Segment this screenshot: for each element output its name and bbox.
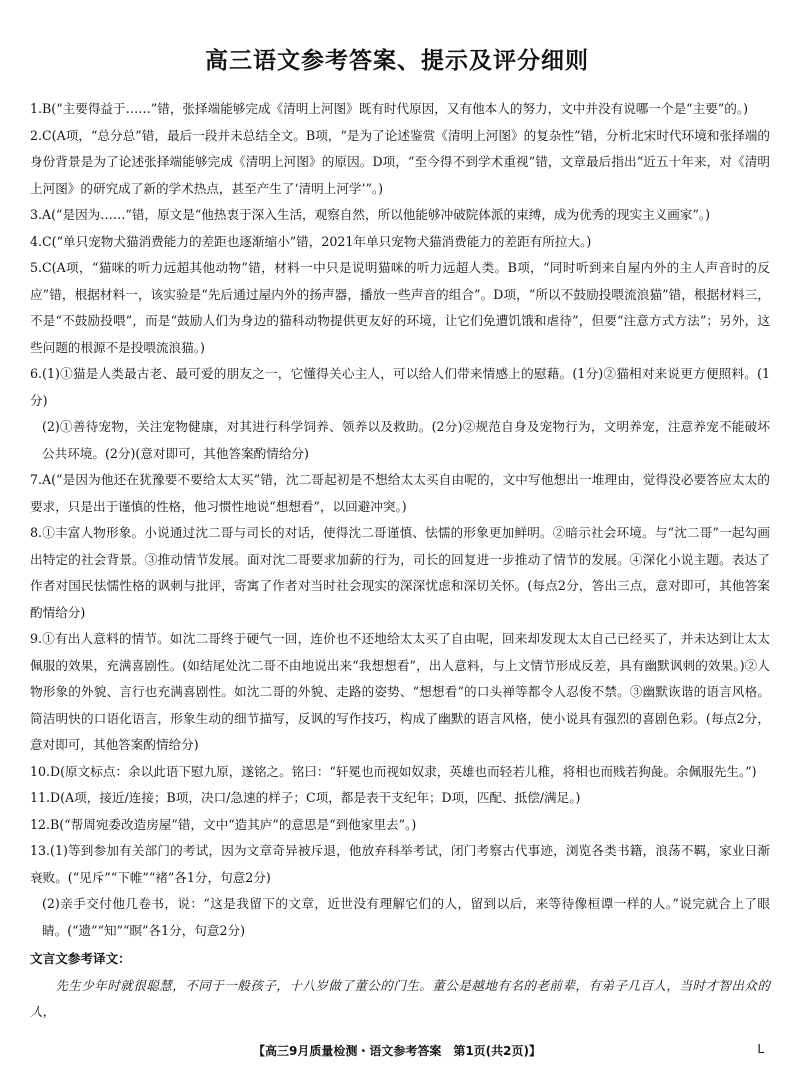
answer-text: B(“主要得益于……”错，张择端能够完成《清明上河图》既有时代原因，又有他本人的努力，文中并没有说哪一个是“主要”的。): [42, 101, 749, 116]
answer-text: A(“是因为他还在犹豫要不要给太太买”错，沈二哥起初是不想给太太买自由呢的，文中写他想出一堆理由，觉得没必要答应太太的要求，只是出于谨慎的性格，他习惯性地说“想想看”，以回避冲突。): [30, 472, 770, 514]
answer-item-13: [30, 838, 770, 944]
answer-number: 10.: [30, 763, 51, 779]
answer-item: [30, 202, 770, 229]
footer-mark: L: [757, 1042, 764, 1056]
answer-number: 8.: [30, 525, 43, 540]
answer-number: 1.: [30, 101, 43, 116]
answer-item: [30, 520, 770, 626]
answer-text: B(“帮周宛委改造房屋”错，文中“造其庐”的意思是“到他家里去”。): [50, 816, 417, 832]
page-title: 高三语文参考答案、提示及评分细则: [205, 48, 589, 74]
answer-item: [30, 229, 770, 256]
answer-text: ①丰富人物形象。小说通过沈二哥与司长的对话，使得沈二哥谨慎、怯懦的形象更加鲜明。②暗示社会环境。与“沈二哥”一起勾画出特定的社会背景。③推动情节发展。面对沈二哥要求加薪的行为，司长的回复进一步推动了情节的发展。④深化小说主题。表达了作者对国民怯懦性格的讽刺与批评，寄寓了作者对当时社会现实的深深忧虑和深切关怀。(每点2分，答出三点，意对即可，其他答案酌情给分): [30, 525, 770, 620]
answer-item: [30, 812, 770, 839]
answer-number: 6.: [30, 366, 43, 381]
answer-13-part2: (2)亲手交付他几卷书，说：“这是我留下的文章，近世没有理解它们的人，留到以后，来等待像桓谭一样的人。”说完就合上了眼睛。(“遗”“知”“瞑”各1分，句意2分): [42, 896, 770, 938]
answer-content: [30, 96, 770, 1026]
answer-text: C(“单只宠物犬猫消费能力的差距也逐渐缩小”错，2021年单只宠物犬猫消费能力的差距有所拉大。): [42, 233, 592, 249]
answer-text: ①有出人意料的情节。如沈二哥终于硬气一回，连价也不还地给太太买了自由呢，回来却发现太太自己已经买了，并未达到让太太佩服的效果，充满喜剧性。(如结尾处沈二哥不由地说出来“我想想看”，出人意料，与上文情节形成反差，具有幽默讽刺的效果。)②人物形象的外貌、言行也充满喜剧性。如沈二哥的外貌、走路的姿势、“想想看”的口头禅等都令人忍俊不禁。③幽默诙谐的语言风格。简洁明快的口语化语言，形象生动的细节描写，反讽的写作技巧，构成了幽默的语言风格，使小说具有强烈的喜剧色彩。(每点2分，意对即可，其他答案酌情给分): [30, 631, 770, 752]
answer-number: 2.: [30, 127, 43, 143]
answer-list-part1: [30, 96, 770, 361]
answer-13-part1: [30, 838, 770, 891]
answer-text: C(A项，“总分总”错，最后一段并未总结全文。B项，“是为了论述鉴赏《清明上河图》的复杂性”错，分析北宋时代环境和张择端的身份背景是为了论述张择端能够完成《清明上河图》的原因。D项，“至今得不到学术重视”错，文章最后指出“近五十年来，对《清明上河图》的研究成了新的学术热点，甚至产生了‘清明上河学’”。): [30, 127, 770, 196]
answer-number: 3.: [30, 207, 43, 222]
translation-heading: 文言文参考译文：: [30, 951, 131, 966]
translation-body: 先生少年时就很聪慧，不同于一般孩子，十八岁做了董公的门生。董公是越地有名的老前辈，有弟子几百人，当时才智出众的人，: [30, 977, 770, 1019]
answer-text: D(A项，接近/连接；B项，决口/急速的样子；C项，都是表干支纪年；D项，匹配、抵偿/满足。): [50, 790, 581, 805]
answer-item: [30, 467, 770, 520]
answer-number: 12.: [30, 816, 51, 832]
answer-number: 5.: [30, 260, 43, 275]
answer-item: [30, 255, 770, 361]
answer-item: [30, 123, 770, 203]
answer-6-part1: [30, 361, 770, 414]
answer-text: A(“是因为……”错，原文是“他热衷于深入生活，观察自然，所以他能够冲破院体派的束缚，成为优秀的现实主义画家”。): [42, 207, 711, 222]
answer-item: [30, 626, 770, 759]
answer-number: 11.: [30, 790, 51, 805]
answer-item: [30, 759, 770, 786]
answer-number: 13.: [30, 843, 51, 858]
answer-text: C(A项，“猫咪的听力远超其他动物”错，材料一中只是说明猫咪的听力远超人类。B项，“同时听到来自屋内外的主人声音时的反应”错，根据材料一，该实验是“先后通过屋内外的扬声器，播放一些声音的组合”。D项，“所以不鼓励投喂流浪猫”错，根据材料三，不是“不鼓励投喂”，而是“鼓励人们为身边的猫科动物提供更友好的环境，让它们免遭饥饿和虐待”，但要“注意方式方法”；另外，这些问题的根源不是投喂流浪猫。): [30, 260, 770, 355]
answer-item: [30, 785, 770, 812]
answer-item-6: [30, 361, 770, 467]
answer-text: (1)等到参加有关部门的考试，因为文章奇异被斥退，他放弃科举考试，闭门考察古代事迹，浏览各类书籍，浪荡不羁，家业日渐衰败。(“见斥”“下帷”“褚”各1分，句意2分): [30, 843, 770, 885]
answer-text: (1)①猫是人类最古老、最可爱的朋友之一，它懂得关心主人，可以给人们带来情感上的慰藉。(1分)②猫相对来说更方便照料。(1分): [30, 366, 770, 408]
answer-item: [30, 96, 770, 123]
answer-6-part2: (2)①善待宠物，关注宠物健康，对其进行科学饲养、领养以及救助。(2分)②规范自身及宠物行为，文明养宠，注意养宠不能破坏公共环境。(2分)(意对即可，其他答案酌情给分): [42, 419, 770, 461]
answer-number: 9.: [30, 631, 43, 646]
answer-list-part2: [30, 467, 770, 838]
answer-number: 4.: [30, 233, 43, 249]
answer-text: D(原文标点：余以此语下慰九原，遂铭之。铭曰：“轩冕也而视如奴隶，英雄也而轻若儿稚，将相也而贱若狗彘。余佩服先生。”): [50, 763, 757, 779]
page-footer: 【高三9月质量检测・语文参考答案 第1页(共2页)】: [252, 1044, 542, 1058]
answer-number: 7.: [30, 472, 43, 487]
